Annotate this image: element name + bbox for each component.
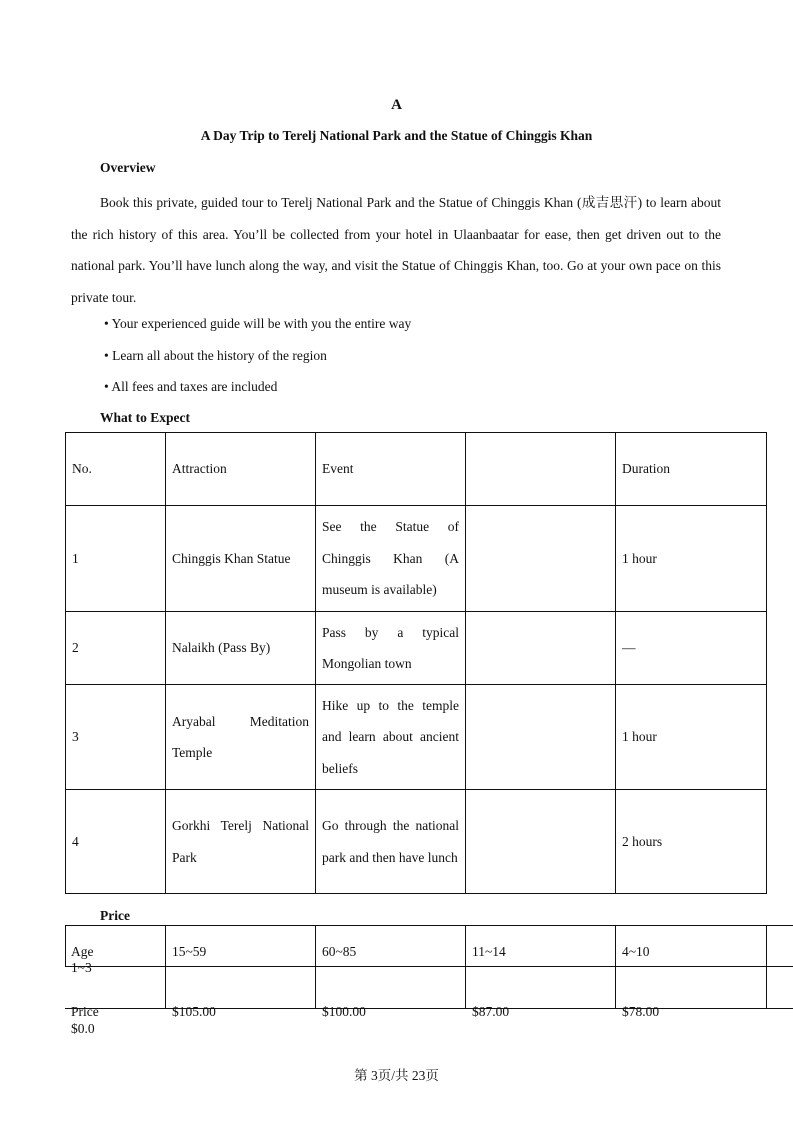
cell-no: 1 [66, 506, 166, 612]
price-overflow: $0.0 [71, 1021, 95, 1036]
price-age-overflow: 1~3 [71, 960, 92, 975]
cell-duration: 1 hour [616, 685, 767, 790]
grid-line [465, 925, 466, 1009]
price-label-price: Price [71, 1004, 99, 1019]
cell-extra [466, 790, 616, 894]
price-age-cell: 15~59 [172, 944, 207, 959]
cell-extra [466, 612, 616, 685]
header-cell: Duration [616, 433, 767, 506]
cell-duration: — [616, 612, 767, 685]
grid-line [65, 966, 793, 967]
price-value-cell: $105.00 [172, 1004, 216, 1019]
cell-attraction: Chinggis Khan Statue [166, 506, 316, 612]
price-age-cell: 11~14 [472, 944, 506, 959]
bullet-item: • Your experienced guide will be with you the entire way [104, 316, 412, 331]
price-age-cell: 60~85 [322, 944, 357, 959]
grid-line [615, 925, 616, 1009]
table-row [66, 685, 767, 790]
cell-event: Go through the national park and then have lunch [316, 790, 466, 894]
overview-paragraph: Book this private, guided tour to Terelj National Park and the Statue of Chinggis Khan (成吉思汗) to learn about the rich history of this area. You’ll be collected from your hotel in Ulaanbaatar for ease, then get driven out to the national park. You’ll have lunch along the way, and visit the Statue of Chinggis Khan, too. Go at your own pace on this private tour. [71, 195, 721, 305]
cell-attraction: Gorkhi Terelj National Park [166, 790, 316, 894]
bullet-item: • Learn all about the history of the region [104, 348, 327, 363]
cell-attraction: Nalaikh (Pass By) [166, 612, 316, 685]
bullet-item: • All fees and taxes are included [104, 379, 278, 394]
header-cell [466, 433, 616, 506]
what-to-expect-heading: What to Expect [100, 410, 190, 425]
grid-line [165, 925, 166, 1009]
cell-no: 4 [66, 790, 166, 894]
header-cell: No. [66, 433, 166, 506]
table-row [66, 790, 767, 894]
cell-duration: 2 hours [616, 790, 767, 894]
price-value-cell: $78.00 [622, 1004, 660, 1019]
grid-line [766, 925, 767, 1009]
price-table [65, 925, 793, 1036]
header-cell: Event [316, 433, 466, 506]
cell-duration: 1 hour [616, 506, 767, 612]
header-cell: Attraction [166, 433, 316, 506]
overview-heading: Overview [100, 160, 156, 175]
cell-extra [466, 685, 616, 790]
cell-attraction: Aryabal Meditation Temple [166, 685, 316, 790]
cell-no: 2 [66, 612, 166, 685]
cell-event: Pass by a typical Mongolian town [316, 612, 466, 685]
itinerary-table [65, 432, 767, 894]
cell-extra [466, 506, 616, 612]
table-row [66, 612, 767, 685]
section-letter: A [391, 97, 402, 113]
grid-line [65, 925, 66, 967]
cell-event: Hike up to the temple and learn about ancient beliefs [316, 685, 466, 790]
price-value-cell: $87.00 [472, 1004, 510, 1019]
price-label-age: Age [71, 944, 94, 959]
cell-no: 3 [66, 685, 166, 790]
grid-line [315, 925, 316, 1009]
price-age-cell: 4~10 [622, 944, 650, 959]
page-footer: 第 3页/共 23页 [354, 1068, 439, 1083]
document-title: A Day Trip to Terelj National Park and the Statue of Chinggis Khan [200, 128, 593, 143]
grid-line [65, 925, 793, 926]
price-value-cell: $100.00 [322, 1004, 366, 1019]
table-row [66, 506, 767, 612]
cell-event: See the Statue of Chinggis Khan (A museum is available) [316, 506, 466, 612]
price-heading: Price [100, 908, 130, 923]
table-header-row [66, 433, 767, 506]
